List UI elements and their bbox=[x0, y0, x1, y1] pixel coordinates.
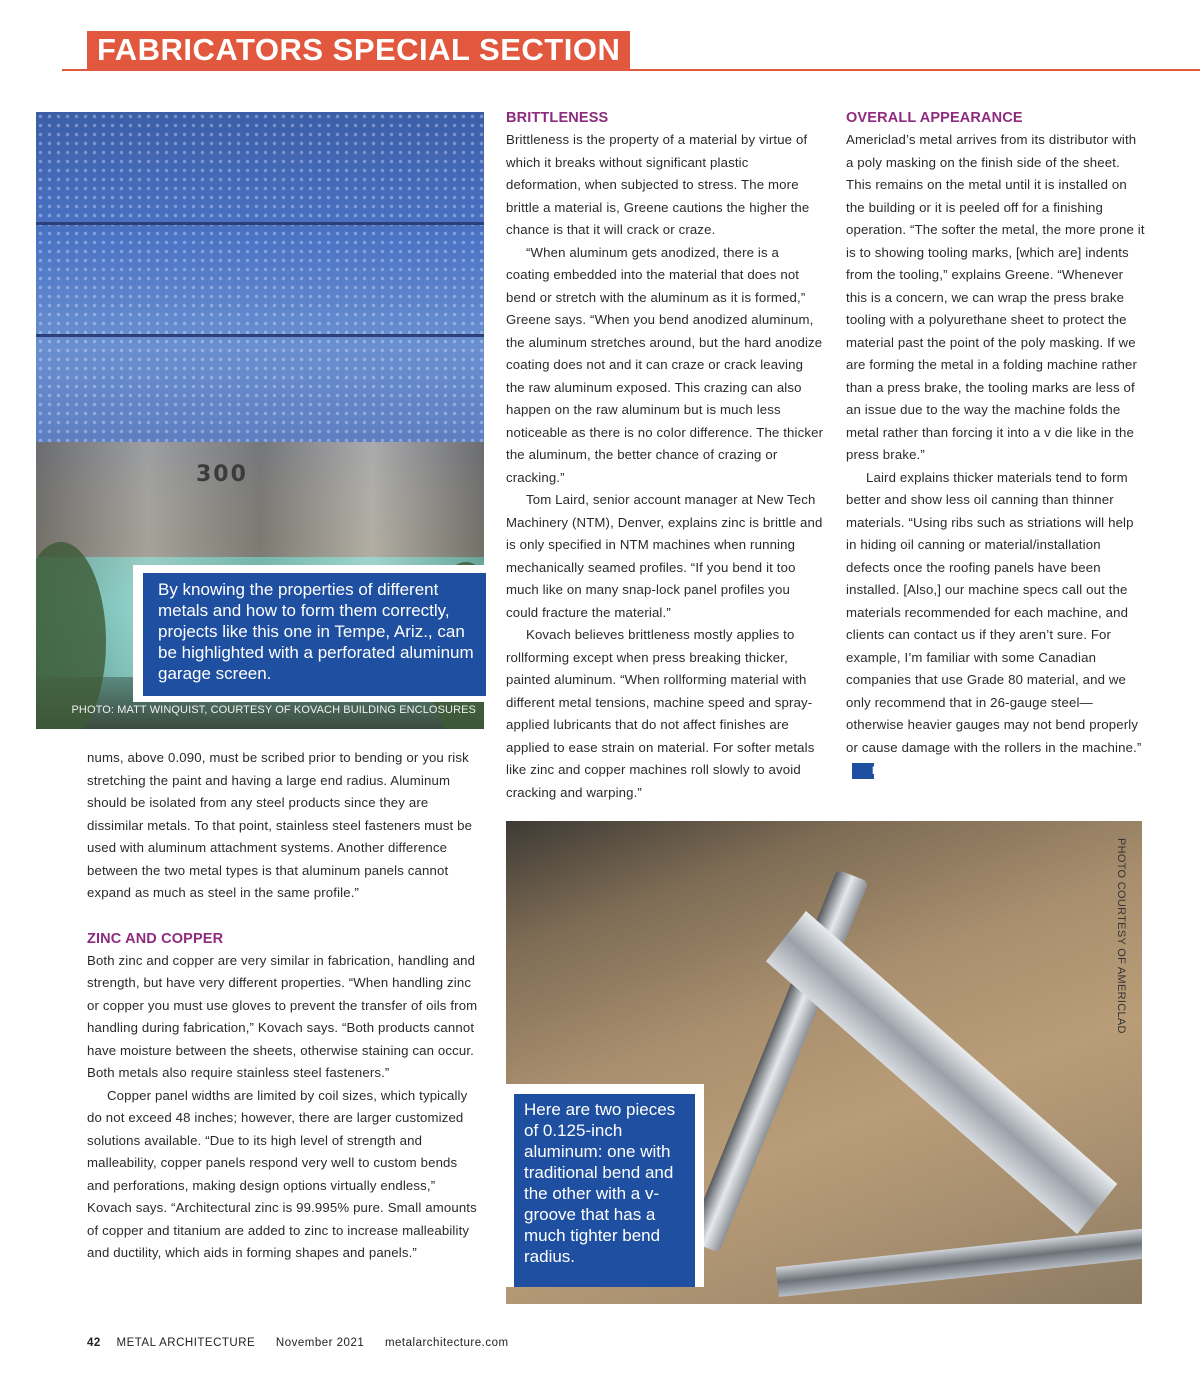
building-address-sign: 300 bbox=[196, 462, 248, 487]
article-column-1 bbox=[87, 747, 482, 1265]
paragraph: “When aluminum gets anodized, there is a coating embedded into the material that does not bend or stretch with the aluminum as it is formed,” Greene says. “When you bend anodized aluminum, the aluminum stretches around, but the hard anodize coating does not and it can craze or crack leaving the raw aluminum exposed. This crazing can also happen on the raw aluminum but is much less noticeable as there is no color difference. The thicker the aluminum, the better chance of crazing or cracking.” bbox=[506, 244, 824, 485]
paragraph: Brittleness is the property of a material by virtue of which it breaks without significant plastic deformation, when subjected to stress. The more brittle a material is, Greene cautions the higher the chance is that it will crack or craze. bbox=[506, 132, 810, 237]
paragraph: Kovach believes brittleness mostly applies to rollforming except when press breaking thicker, painted aluminum. “When rollforming material with different metal tensions, machine speed and spray-applied lubricants that do not affect finishes are applied to ease strain on material. For softer metals like zinc and copper machines roll slowly to avoid cracking and warping.” bbox=[506, 627, 815, 800]
photo-credit-building: PHOTO: MATT WINQUIST, COURTESY OF KOVACH BUILDING ENCLOSURES bbox=[71, 704, 476, 716]
paragraph: Tom Laird, senior account manager at New Tech Machinery (NTM), Denver, explains zinc is brittle and is only specified in NTM machines when running mechanically seamed profiles. “If you bend it too much like on many snap-lock panel profiles you could fracture the material.” bbox=[506, 492, 823, 620]
aluminum-plate bbox=[776, 1215, 1142, 1297]
section-banner: FABRICATORS SPECIAL SECTION bbox=[87, 31, 630, 69]
paragraph-text: Laird explains thicker materials tend to form better and show less oil canning than thinner materials. “Using ribs such as striations will help in hiding oil canning or material/installation defects once the roofing panels have been installed. [Also,] our machine specs call out the materials recommended for each machine, and clients can contact us if they aren’t sure. For example, I’m familiar with some Canadian companies that use Grade 80 material, and we only recommend that in 26-gauge steel—otherwise heavier gauges may not bend properly or cause damage with the rollers in the machine.” bbox=[846, 469, 1142, 755]
facade-band bbox=[36, 222, 484, 225]
section-heading-brittleness: BRITTLENESS bbox=[506, 110, 609, 126]
photo-caption-aluminum bbox=[506, 1084, 704, 1287]
issue-date: November 2021 bbox=[275, 1337, 365, 1349]
paragraph: Both zinc and copper are very similar in fabrication, handling and strength, but have very different properties. “When handling zinc or copper you must use gloves to prevent the transfer of oils from handling during fabrication,” Kovach says. “Both products cannot have moisture between the sheets, otherwise staining can occur. Both metals also require stainless steel fasteners.” bbox=[87, 952, 478, 1080]
credit-text: PHOTO COURTESY OF AMERICLAD bbox=[1115, 838, 1127, 1034]
article-column-2 bbox=[506, 107, 824, 804]
aluminum-plate bbox=[766, 911, 1117, 1234]
paragraph-last bbox=[846, 467, 1146, 782]
caption-box: By knowing the properties of different metals and how to form them correctly, projects like this one in Tempe, Ariz., can be highlighted with a perforated aluminum garage screen. bbox=[143, 573, 486, 696]
page-footer bbox=[87, 1337, 526, 1349]
paragraph: Americlad’s metal arrives from its distributor with a poly masking on the finish side of the sheet. This remains on the metal until it is installed on the building or it is peeled off for a finishing operation. “The softer the metal, the more prone it is to showing tooling marks, [which are] indents from the tooling,” explains Greene. “Whenever this is a concern, we can wrap the press brake tooling with a polyurethane sheet to protect the material past the point of the poly masking. If we are forming the metal in a folding machine rather than a press brake, the tooling marks are less of an issue due to the way the machine folds the metal rather than forcing it into a v die like in the press brake.” bbox=[846, 132, 1145, 462]
perforated-screen-pattern bbox=[36, 112, 484, 442]
paragraph: Copper panel widths are limited by coil sizes, which typically do not exceed 48 inches; however, there are larger customized solutions available. “Due to its high level of strength and malleability, copper panels respond very well to custom bends and perforations, making design options virtually endless,” Kovach says. “Architectural zinc is 99.995% pure. Small amounts of copper and titanium are added to zinc to increase malleability and ductility, which aids in forming shapes and panels.” bbox=[87, 1087, 477, 1260]
section-heading-zinc-copper: ZINC AND COPPER bbox=[87, 930, 224, 947]
photo-caption-building bbox=[133, 565, 486, 702]
facade-panel bbox=[36, 442, 484, 557]
bent-edge bbox=[687, 869, 868, 1253]
article-column-3 bbox=[846, 107, 1146, 782]
paragraph: nums, above 0.090, must be scribed prior to bending or you risk stretching the paint and having a large end radius. Aluminum should be isolated from any steel products since they are dissimilar metals. To that point, stainless steel fasteners must be used with aluminum attachment systems. Another difference between the two metal types is that aluminum panels cannot expand as much as steel in the same profile.” bbox=[87, 750, 473, 900]
section-heading-overall-appearance: OVERALL APPEARANCE bbox=[846, 110, 1023, 126]
end-mark-logo: MA bbox=[852, 763, 874, 779]
website-link[interactable]: metalarchitecture.com bbox=[384, 1337, 509, 1349]
publication-name: METAL ARCHITECTURE bbox=[116, 1337, 256, 1349]
facade-band bbox=[36, 334, 484, 337]
caption-box: Here are two pieces of 0.125-inch aluminum: one with traditional bend and the other with a v-groove that has a much tighter bend radius. bbox=[514, 1094, 695, 1287]
page-number: 42 bbox=[87, 1337, 101, 1349]
header-rule bbox=[62, 69, 1200, 71]
photo-credit-americlad bbox=[1115, 838, 1139, 1034]
